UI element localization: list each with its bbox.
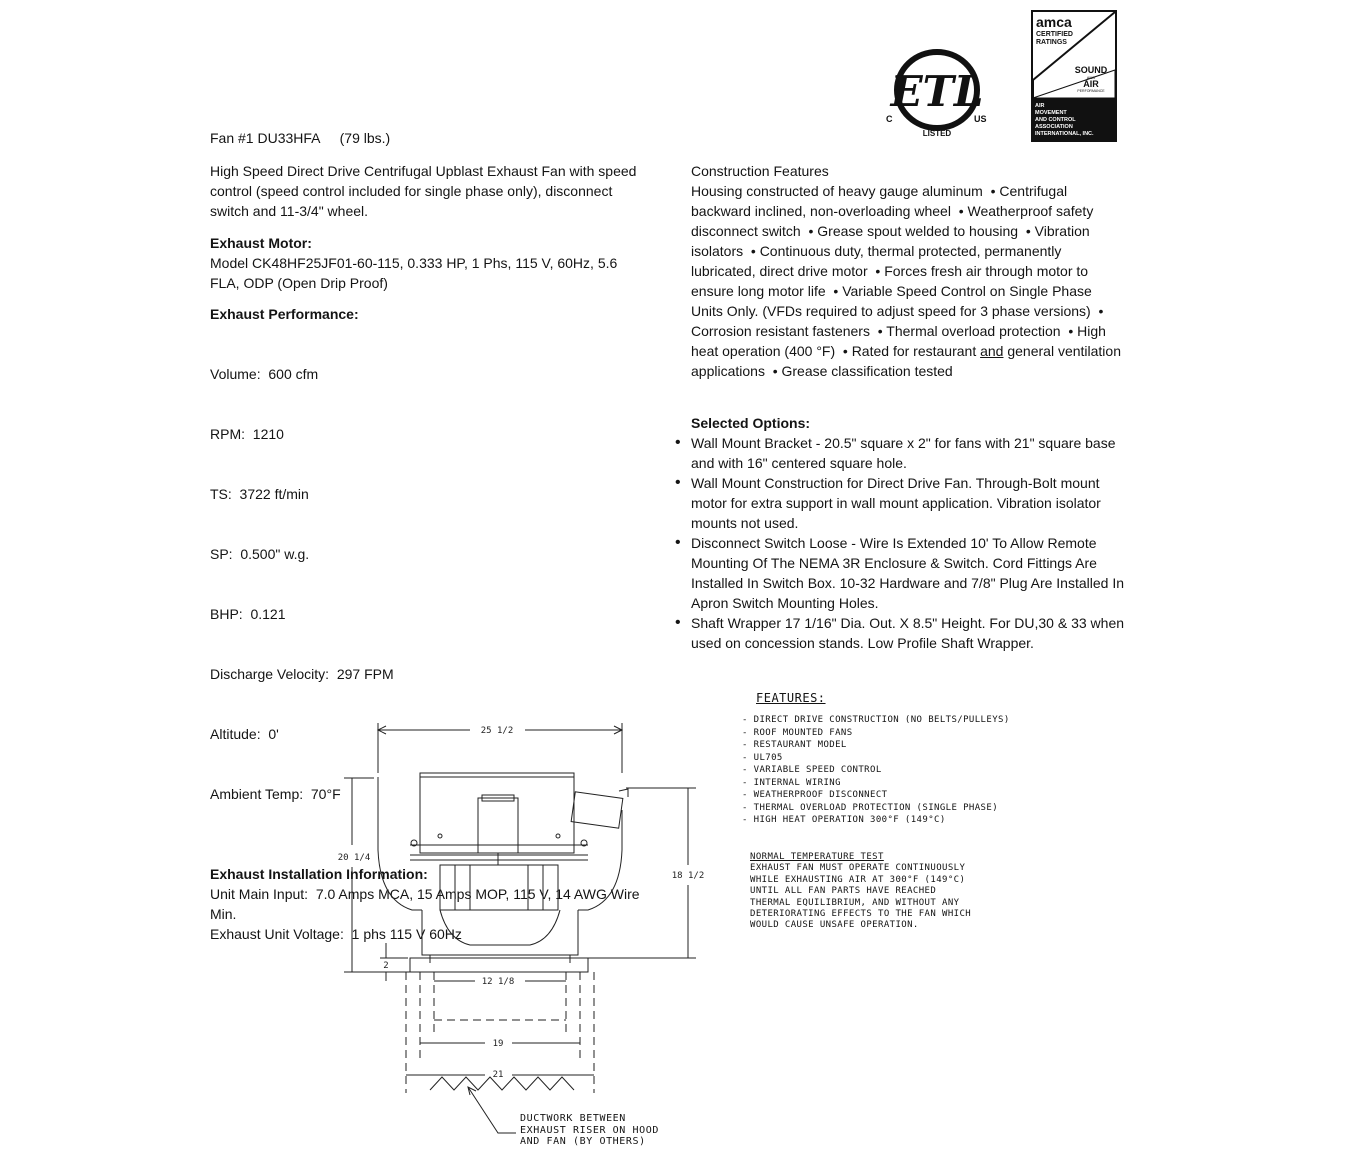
option-item: • Wall Mount Construction for Direct Drive Fan. Through-Bolt mount motor for extra support in wall mount application. Vibration isolator mounts not used. xyxy=(691,473,1127,533)
etl-letters: ETL xyxy=(890,67,984,116)
normal-test-line: WOULD CAUSE UNSAFE OPERATION. xyxy=(750,920,919,931)
selected-options-list xyxy=(691,433,1127,653)
dim-top-width: 25 1/2 xyxy=(480,726,514,736)
feature-item: - DIRECT DRIVE CONSTRUCTION (NO BELTS/PULLEYS) xyxy=(742,715,1010,725)
normal-test-line: EXHAUST FAN MUST OPERATE CONTINUOUSLY xyxy=(750,863,966,874)
normal-test-line: UNTIL ALL FAN PARTS HAVE REACHED xyxy=(750,886,937,897)
installation-voltage: Exhaust Unit Voltage: 1 phs 115 V 60Hz xyxy=(210,926,462,942)
etl-listed-logo xyxy=(882,48,992,140)
etl-us: US xyxy=(974,114,987,124)
fan-description: High Speed Direct Drive Centrifugal Upblast Exhaust Fan with speed control (speed control included for single phase only), disconnect switch and 11-3/4" wheel. xyxy=(210,163,637,219)
normal-test-line: DETERIORATING EFFECTS TO THE FAN WHICH xyxy=(750,909,972,920)
ductwork-note xyxy=(520,1113,720,1148)
perf-ts: TS: 3722 ft/min xyxy=(210,486,309,502)
amca-assoc-3: AND CONTROL xyxy=(1035,117,1076,123)
ductwork-line: DUCTWORK BETWEEN xyxy=(520,1113,626,1124)
amca-and: AND xyxy=(1086,75,1096,80)
installation-heading: Exhaust Installation Information: xyxy=(210,866,428,882)
exhaust-motor-text: Model CK48HF25JF01-60-115, 0.333 HP, 1 Phs, 115 V, 60Hz, 5.6 FLA, ODP (Open Drip Proof) xyxy=(210,255,618,291)
installation-main-input: Unit Main Input: 7.0 Amps MCA, 15 Amps MOP, 115 V, 14 AWG Wire Min. xyxy=(210,886,644,922)
etl-c: C xyxy=(886,114,893,124)
selected-options-heading: Selected Options: xyxy=(691,415,811,431)
feature-item: - THERMAL OVERLOAD PROTECTION (SINGLE PHASE) xyxy=(742,802,999,813)
etl-mark-icon xyxy=(882,48,992,140)
exhaust-performance-heading: Exhaust Performance: xyxy=(210,306,359,322)
dim-inner: 12 1/8 xyxy=(481,977,515,987)
normal-test-line: WHILE EXHAUSTING AIR AT 300°F (149°C) xyxy=(750,874,966,885)
fan-header xyxy=(210,128,390,148)
construction-heading: Construction Features xyxy=(691,163,829,179)
option-item: • Wall Mount Bracket - 20.5" square x 2" for fans with 21" square base and with 16" centered square hole. xyxy=(691,433,1127,473)
dim-bottom: 21 xyxy=(492,1070,504,1080)
feature-item: - INTERNAL WIRING xyxy=(742,777,841,788)
fan-title: Fan #1 DU33HFA xyxy=(210,130,320,146)
construction-text-and: and xyxy=(980,343,1004,359)
features-title: FEATURES: xyxy=(756,691,826,705)
perf-ambient-temp: Ambient Temp: 70°F xyxy=(210,786,341,802)
construction-text-a: Housing constructed of heavy gauge aluminum • Centrifugal backward inclined, non-overloading wheel • Weatherproof safety disconnect switch • Grease spout welded to housing • Vibration isolators • Continuous duty, thermal protected, permanently lubricated, direct drive motor • Forces fresh air through motor to ensure long motor life • Variable Speed Control on Single Phase Units Only. (VFDs required to adjust speed for 3 phase versions) • Corrosion resistant fasteners • Thermal overload protection • High heat operation (400 °F) • Rated for restaurant xyxy=(691,183,1110,359)
feature-item: - RESTAURANT MODEL xyxy=(742,740,847,750)
fan-drawing xyxy=(330,715,720,1150)
feature-item: - VARIABLE SPEED CONTROL xyxy=(742,765,882,775)
feature-item: - UL705 xyxy=(742,752,783,763)
amca-seal-icon xyxy=(1031,10,1117,142)
exhaust-motor-heading: Exhaust Motor: xyxy=(210,235,312,251)
right-column xyxy=(691,161,1127,653)
perf-volume: Volume: 600 cfm xyxy=(210,366,319,382)
features-list xyxy=(742,714,1056,827)
fan-weight: (79 lbs.) xyxy=(339,130,391,146)
ductwork-line: AND FAN (BY OTHERS) xyxy=(520,1136,646,1147)
etl-listed: LISTED xyxy=(922,129,952,138)
amca-assoc-2: MOVEMENT xyxy=(1035,110,1067,116)
amca-performance: PERFORMANCE xyxy=(1077,89,1105,93)
amca-brand: amca xyxy=(1036,14,1072,30)
perf-rpm: RPM: 1210 xyxy=(210,426,284,442)
perf-bhp: BHP: 0.121 xyxy=(210,606,286,622)
amca-assoc-5: INTERNATIONAL, INC. xyxy=(1035,131,1094,137)
amca-ratings: RATINGS xyxy=(1036,39,1067,46)
perf-discharge-velocity: Discharge Velocity: 297 FPM xyxy=(210,666,394,682)
amca-assoc-1: AIR xyxy=(1035,103,1045,109)
normal-temperature-test xyxy=(750,852,1010,932)
normal-test-line: THERMAL EQUILIBRIUM, AND WITHOUT ANY xyxy=(750,897,960,908)
perf-altitude: Altitude: 0' xyxy=(210,726,279,742)
feature-item: - WEATHERPROOF DISCONNECT xyxy=(742,790,888,800)
amca-sound: SOUND xyxy=(1074,65,1108,75)
amca-air: AIR xyxy=(1083,79,1099,89)
perf-sp: SP: 0.500" w.g. xyxy=(210,546,310,562)
feature-item: - ROOF MOUNTED FANS xyxy=(742,727,853,738)
feature-item: - HIGH HEAT OPERATION 300°F (149°C) xyxy=(742,815,946,825)
dim-mid: 19 xyxy=(492,1039,504,1049)
dim-left-height: 20 1/4 xyxy=(337,853,371,863)
option-item: • Shaft Wrapper 17 1/16" Dia. Out. X 8.5" Height. For DU,30 & 33 when used on concession stands. Low Profile Shaft Wrapper. xyxy=(691,613,1127,653)
fan-schematic-icon xyxy=(330,715,720,1150)
amca-certified-logo xyxy=(1031,10,1117,142)
ductwork-line: EXHAUST RISER ON HOOD xyxy=(520,1124,660,1136)
dim-base: 2 xyxy=(383,961,389,971)
drawing-features xyxy=(742,688,1056,827)
option-item: • Disconnect Switch Loose - Wire Is Extended 10' To Allow Remote Mounting Of The NEMA 3R Enclosure & Switch. Cord Fittings Are Installed In Switch Box. 10-32 Hardware and 7/8" Plug Are Installed In Apron Switch Mounting Holes. xyxy=(691,533,1127,613)
amca-certified: CERTIFIED xyxy=(1036,31,1073,38)
construction-text-b: general ventilation applications • Grease classification tested xyxy=(691,343,1125,379)
amca-assoc-4: ASSOCIATION xyxy=(1035,124,1073,130)
dim-right-height: 18 1/2 xyxy=(671,871,705,881)
construction-text xyxy=(691,181,1127,381)
normal-test-title: NORMAL TEMPERATURE TEST xyxy=(750,852,884,862)
